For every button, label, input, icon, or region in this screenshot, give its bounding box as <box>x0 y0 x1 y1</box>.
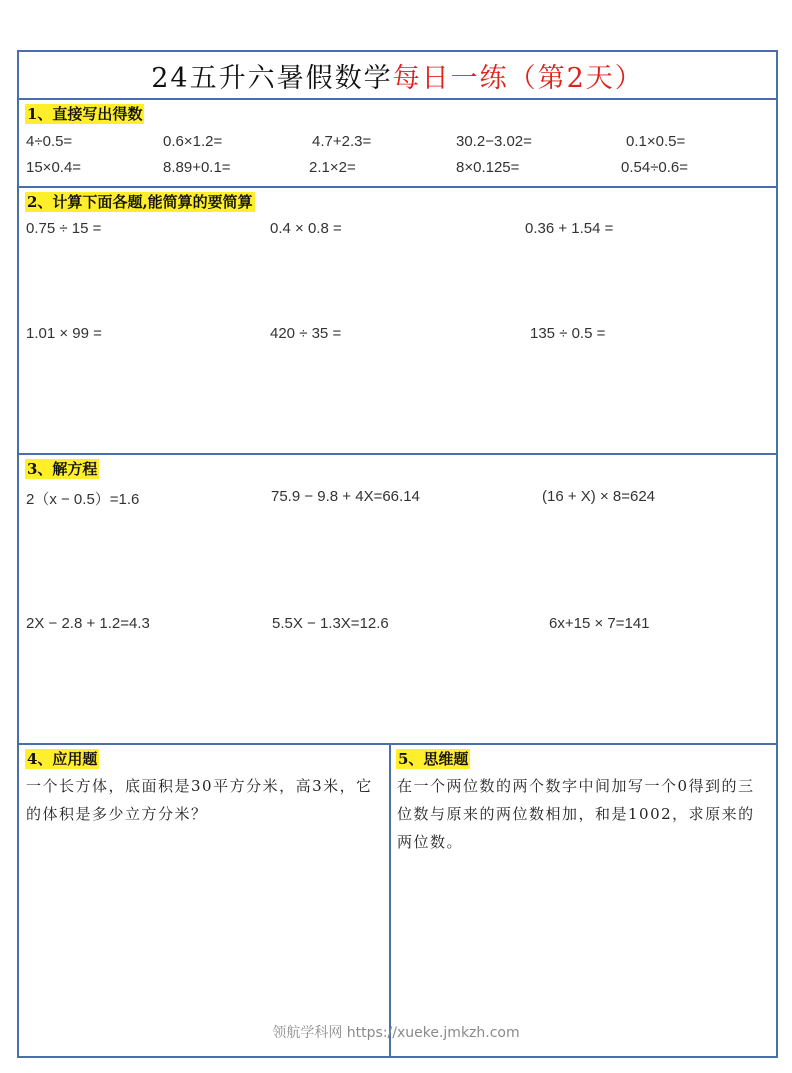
section2-item: 0.36 + 1.54 = <box>525 220 614 237</box>
title-prefix: 24五升六暑假数学 <box>151 63 393 94</box>
section2-heading: 2、计算下面各题,能简算的要简算 <box>27 193 253 211</box>
section1-item: 15×0.4= <box>26 159 82 176</box>
divider <box>19 98 776 100</box>
section1-item: 2.1×2= <box>309 159 356 176</box>
section1-heading: 1、直接写出得数 <box>27 105 143 123</box>
section1-item: 30.2−3.02= <box>456 133 532 150</box>
section3-heading: 3、解方程 <box>27 460 98 478</box>
section3-item: 5.5X − 1.3X=12.6 <box>272 615 389 632</box>
worksheet <box>17 50 778 1058</box>
section2-item: 0.75 ÷ 15 = <box>26 220 102 237</box>
section2-item: 0.4 × 0.8 = <box>270 220 342 237</box>
section1-item: 8.89+0.1= <box>163 159 231 176</box>
section4-problem: 一个长方体，底面积是30平方分米，高3米，它的体积是多少立方分米？ <box>26 777 373 823</box>
section1-item: 0.54÷0.6= <box>621 159 689 176</box>
section1-item: 0.1×0.5= <box>626 133 686 150</box>
column-divider <box>389 744 391 1056</box>
section2-item: 135 ÷ 0.5 = <box>530 325 606 342</box>
section3-item: 6x+15 × 7=141 <box>549 615 650 632</box>
section2-item: 420 ÷ 35 = <box>270 325 342 342</box>
section3-item: 2X − 2.8 + 1.2=4.3 <box>26 615 150 632</box>
page-title <box>19 56 776 95</box>
divider <box>19 453 776 455</box>
divider <box>19 743 776 745</box>
divider <box>19 186 776 188</box>
section3-item: 75.9 − 9.8 + 4X=66.14 <box>271 488 420 505</box>
section1-item: 8×0.125= <box>456 159 520 176</box>
section1-item: 0.6×1.2= <box>163 133 223 150</box>
section2-item: 1.01 × 99 = <box>26 325 102 342</box>
section5-problem: 在一个两位数的两个数字中间加写一个0得到的三位数与原来的两位数相加，和是1002，求原来的两位数。 <box>397 777 755 851</box>
section4-heading: 4、应用题 <box>27 750 98 768</box>
section5-heading: 5、思维题 <box>398 750 469 768</box>
footer-watermark: 领航学科网 https://xueke.jmkzh.com <box>272 1025 520 1041</box>
title-highlight: 每日一练（第2天） <box>392 63 644 94</box>
section1-item: 4.7+2.3= <box>312 133 372 150</box>
section1-item: 4÷0.5= <box>26 133 73 150</box>
section3-item: 2（x − 0.5）=1.6 <box>26 491 140 508</box>
section3-item: (16 + X) × 8=624 <box>542 488 655 505</box>
